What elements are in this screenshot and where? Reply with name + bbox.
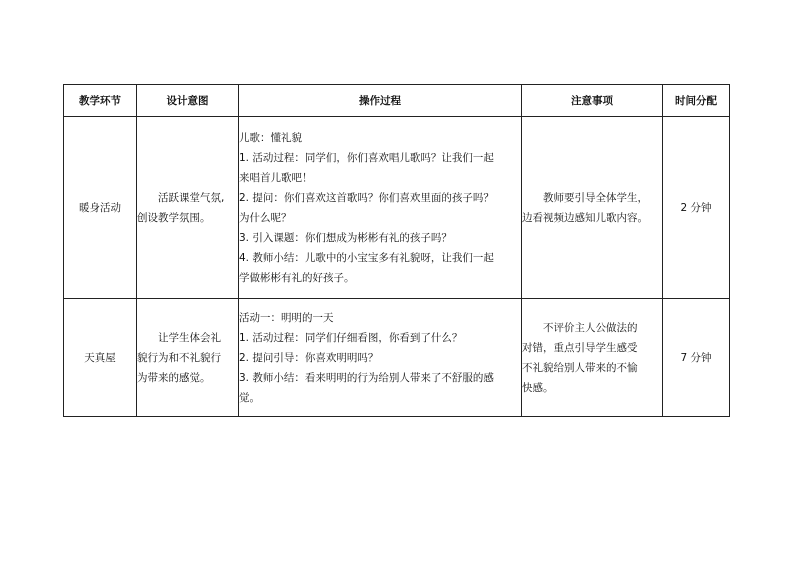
process-line: 活动一：明明的一天 [239, 311, 334, 324]
table-row [64, 117, 730, 299]
notes-line: 边看视频边感知儿歌内容。 [522, 211, 648, 224]
intent-line: 为带来的感觉。 [137, 371, 211, 384]
table-row [64, 299, 730, 417]
intent-cell [137, 299, 239, 417]
header-process: 操作过程 [239, 85, 522, 117]
process-line: 2. 提问：你们喜欢这首歌吗？你们喜欢里面的孩子吗？ [239, 191, 494, 204]
process-line: 为什么呢？ [239, 211, 292, 224]
header-row [64, 85, 730, 117]
header-intent: 设计意图 [137, 85, 239, 117]
process-line: 学做彬彬有礼的好孩子。 [239, 271, 355, 284]
intent-cell [137, 117, 239, 299]
notes-line: 快感。 [522, 381, 554, 394]
process-line: 儿歌：懂礼貌 [239, 131, 302, 144]
notes-cell [522, 299, 663, 417]
stage-cell: 暖身活动 [64, 117, 137, 299]
time-cell: 2 分钟 [663, 117, 730, 299]
intent-line: 貌行为和不礼貌行 [137, 351, 221, 364]
process-line: 觉。 [239, 391, 260, 404]
intent-line: 创设教学氛围。 [137, 211, 211, 224]
notes-line: 不礼貌给别人带来的不愉 [522, 361, 638, 374]
intent-line: 让学生体会礼 [158, 331, 221, 344]
process-line: 4. 教师小结：儿歌中的小宝宝多有礼貌呀，让我们一起 [239, 251, 494, 264]
header-time: 时间分配 [663, 85, 730, 117]
notes-line: 不评价主人公做法的 [543, 321, 638, 334]
lesson-plan-table [63, 84, 730, 417]
process-cell [239, 299, 522, 417]
process-line: 来唱首儿歌吧！ [239, 171, 313, 184]
notes-line: 对错，重点引导学生感受 [522, 341, 638, 354]
process-line: 3. 教师小结：看来明明的行为给别人带来了不舒服的感 [239, 371, 494, 384]
stage-cell: 天真屋 [64, 299, 137, 417]
process-line: 3. 引入课题：你们想成为彬彬有礼的孩子吗？ [239, 231, 452, 244]
process-line: 2. 提问引导：你喜欢明明吗？ [239, 351, 379, 364]
process-line: 1. 活动过程：同学们仔细看图，你看到了什么？ [239, 331, 463, 344]
notes-cell [522, 117, 663, 299]
process-cell [239, 117, 522, 299]
time-cell: 7 分钟 [663, 299, 730, 417]
intent-line: 活跃课堂气氛, [158, 191, 225, 204]
process-line: 1. 活动过程：同学们，你们喜欢唱儿歌吗？让我们一起 [239, 151, 494, 164]
notes-line: 教师要引导全体学生， [543, 191, 648, 204]
header-notes: 注意事项 [522, 85, 663, 117]
header-stage: 教学环节 [64, 85, 137, 117]
